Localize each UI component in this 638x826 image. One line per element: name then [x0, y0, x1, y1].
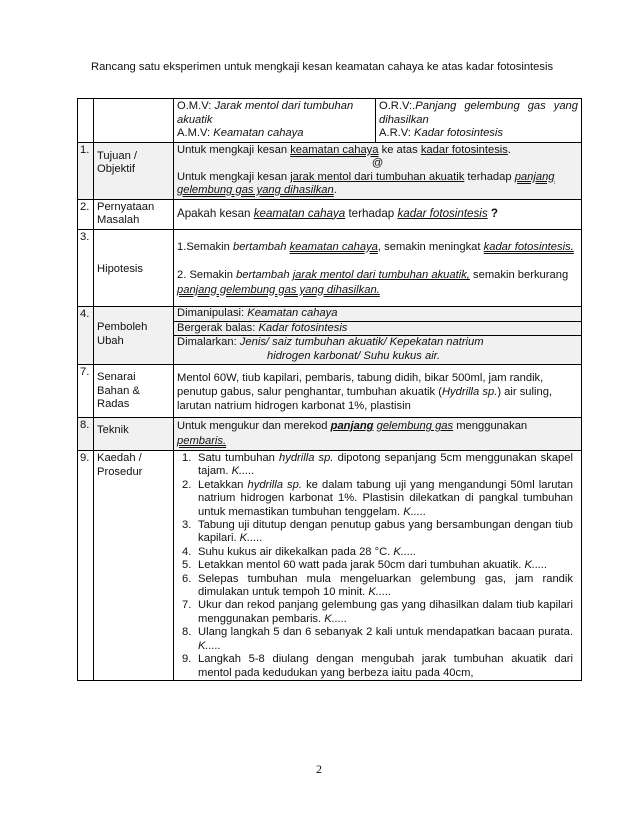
step-text: Letakkan hydrilla sp. ke dalam tabung uji yang mengandungi 50ml larutan natrium hidrogen karbonat 1%. Plastisin dilekatkan di pangkal tumbuhan untuk memastikan tumbuhan tenggelam. K..... [198, 478, 573, 518]
row-tujuan [78, 142, 582, 199]
row-content: Mentol 60W, tiub kapilari, pembaris, tabung didih, bikar 500ml, jam randik, penutup gabus, salur penghantar, tumbuhan akuatik (Hydrilla sp.) air suling, larutan natrium hidrogen karbonat 1%, plastisin [174, 365, 582, 418]
manipulated-variables-cell [174, 99, 376, 143]
step-number: 2. [182, 478, 192, 491]
row-radas [78, 365, 582, 418]
step-text: Tabung uji ditutup dengan penutup gabus yang bersambungan dengan tiub kapilari. K..... [198, 519, 573, 545]
arv-label: A.R.V: [379, 127, 415, 139]
row-content: Apakah kesan keamatan cahaya terhadap kadar fotosintesis ? [174, 199, 582, 229]
hypothesis-1: 1.Semakin bertambah keamatan cahaya, semakin meningkat kadar fotosintesis. [177, 240, 574, 253]
amv-label: A.M.V: [177, 127, 214, 139]
responding-variable: Bergerak balas: Kadar fotosintesis [174, 321, 581, 336]
row-number: 1. [78, 142, 94, 199]
orv-value: Panjang gelembung gas yang dihasilkan [379, 100, 578, 126]
row-teknik [78, 418, 582, 451]
row-label: Kaedah / Prosedur [94, 451, 174, 681]
row-label: Pernyataan Masalah [94, 199, 174, 229]
header-blank-label [94, 99, 174, 143]
row-content [174, 229, 582, 307]
or-symbol: @ [371, 157, 384, 169]
row-number: 9. [78, 451, 94, 681]
row-content: Untuk mengkaji kesan keamatan cahaya ke atas kadar fotosintesis. @ Untuk mengkaji kesan jarak mentol dari tumbuhan akuatik terhadap panjang gelembung gas yang dihasilkan. [174, 142, 582, 199]
step-text: Langkah 5-8 diulang dengan mengubah jarak tumbuhan akuatik dari mentol pada kedudukan yang berbeza iaitu pada 40cm, [198, 653, 573, 679]
page-title: Rancang satu eksperimen untuk mengkaji kesan keamatan cahaya ke atas kadar fotosintesis [91, 61, 554, 73]
omv-value: Jarak mentol dari tumbuhan akuatik [177, 100, 354, 126]
procedure-step [182, 559, 573, 572]
arv-value: Kadar fotosintesis [414, 127, 503, 139]
row-number: 3. [78, 229, 94, 307]
orv-label: O.R.V:. [379, 100, 416, 112]
step-text: Satu tumbuhan hydrilla sp. dipotong sepanjang 5cm menggunakan skapel tajam. K..... [198, 452, 573, 478]
row-number: 8. [78, 418, 94, 451]
row-pemboleh-ubah [78, 307, 582, 365]
step-number: 7. [182, 599, 192, 612]
row-label: Pemboleh Ubah [94, 307, 174, 365]
hypothesis-2: 2. Semakin bertambah jarak mentol dari tumbuhan akuatik, semakin berkurang panjang gelembung gas yang dihasilkan. [177, 269, 569, 296]
row-label: Tujuan / Objektif [94, 142, 174, 199]
omv-label: O.M.V: [177, 100, 215, 112]
constant-variables: Dimalarkan: Jenis/ saiz tumbuhan akuatik/ Kepekatan natrium hidrogen karbonat/ Suhu kukus air. [174, 335, 581, 363]
procedure-step [182, 452, 573, 479]
step-number: 1. [182, 452, 192, 464]
step-number: 9. [182, 653, 192, 666]
row-label: Hipotesis [94, 229, 174, 307]
procedure-step [182, 546, 573, 559]
row-number: 4. [78, 307, 94, 365]
row-content [174, 307, 582, 365]
procedure-step [182, 599, 573, 626]
row-hipotesis [78, 229, 582, 307]
row-number: 2. [78, 199, 94, 229]
procedure-step [182, 573, 573, 600]
row-label: Senarai Bahan & Radas [94, 365, 174, 418]
procedure-step [182, 519, 573, 546]
step-text: Letakkan mentol 60 watt pada jarak 50cm dari tumbuhan akuatik. K..... [198, 559, 548, 572]
step-number: 3. [182, 519, 192, 532]
responding-variables-cell [376, 99, 582, 143]
variables-header-row [78, 99, 582, 143]
experiment-table [77, 98, 582, 681]
row-number: 7. [78, 365, 94, 418]
amv-value: Keamatan cahaya [213, 127, 304, 139]
row-kaedah [78, 451, 582, 681]
row-content [174, 451, 582, 681]
manipulated-variable: Dimanipulasi: Keamatan cahaya [177, 307, 338, 319]
step-text: Ukur dan rekod panjang gelembung gas yang dihasilkan dalam tiub kapilari menggunakan pembaris. K..... [198, 599, 573, 625]
procedure-step [182, 626, 573, 653]
step-number: 6. [182, 572, 192, 585]
step-text: Ulang langkah 5 dan 6 sebanyak 2 kali untuk mendapatkan bacaan purata. K..... [198, 626, 573, 652]
step-text: Suhu kukus air dikekalkan pada 28 °C. K..... [198, 545, 417, 558]
procedure-step [182, 479, 573, 519]
row-label: Teknik [94, 418, 174, 451]
step-number: 8. [182, 626, 192, 639]
step-number: 5. [182, 559, 192, 572]
procedure-step [182, 653, 573, 680]
page-number: 2 [316, 762, 322, 776]
header-blank-num [78, 99, 94, 143]
step-text: Selepas tumbuhan mula mengeluarkan gelembung gas, jam randik dimulakan untuk tempoh 10 minit. K..... [198, 572, 573, 599]
row-pernyataan [78, 199, 582, 229]
row-content: Untuk mengukur dan merekod panjang gelembung gas menggunakan pembaris. [174, 418, 582, 451]
step-number: 4. [182, 545, 192, 558]
